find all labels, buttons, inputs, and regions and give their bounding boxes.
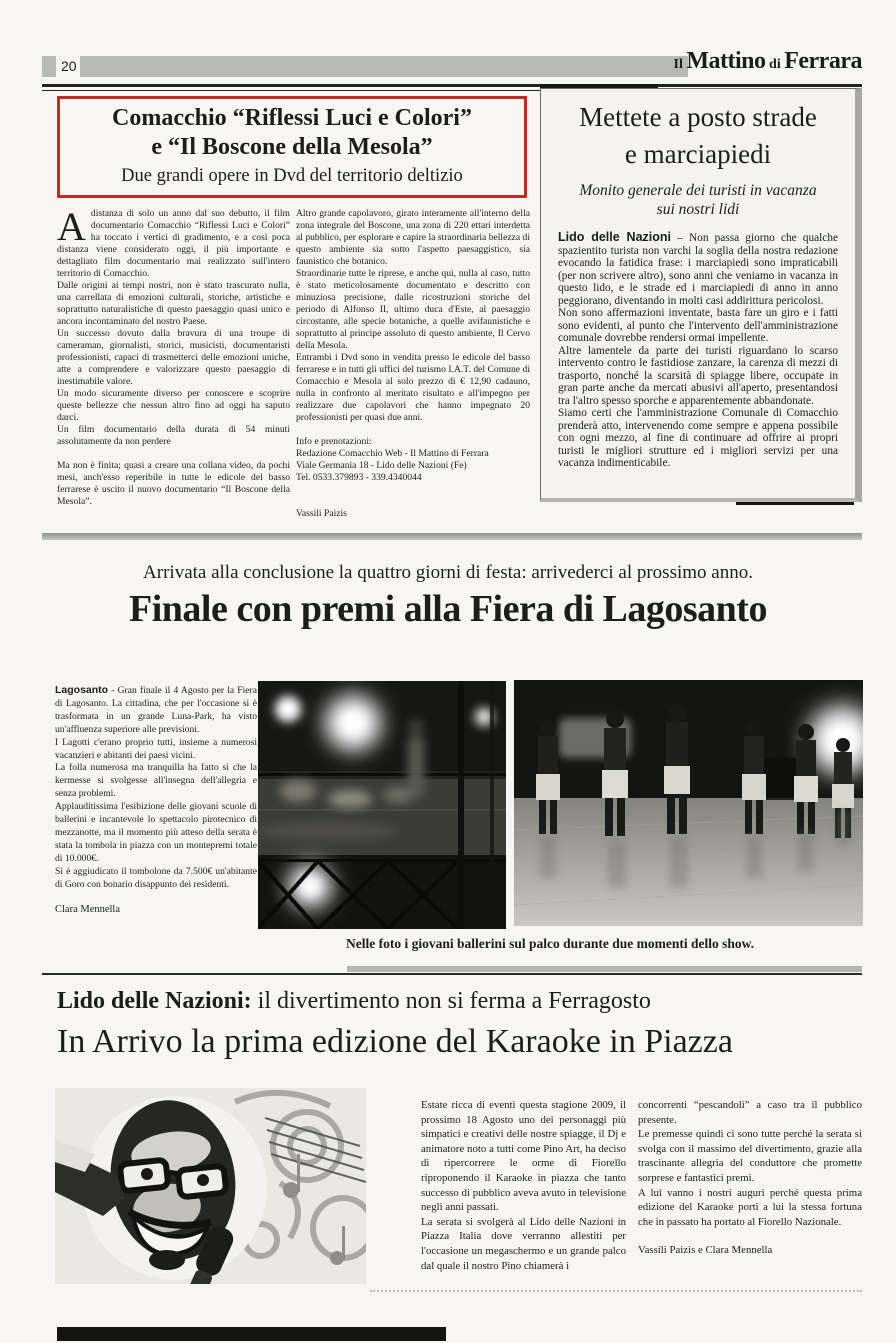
paragraph: Non sono affermazioni inventate, basta fare un giro e i fatti sono evidenti, al punto che l'intervento dell'amministrazione comunale dovrebbe rendersi ormai impellente. xyxy=(558,307,838,344)
info-line: Redazione Comacchio Web - Il Mattino di Ferrara xyxy=(296,448,489,459)
dvd-subhead: Due grandi opere in Dvd del territorio deltizio xyxy=(121,166,463,186)
page-number: 20 xyxy=(61,58,77,74)
paragraph: Le premesse quindi ci sono tutte perché la serata si svolga con il massimo del divertimento, grazie alla trascinante allegria del conduttore che promette sorprese e fantastici premi. xyxy=(638,1128,862,1184)
paragraph: La serata si svolgerà al Lido delle Nazioni in Piazza Italia dove verranno allestiti per l'occasione un megaschermo e un grande palco dal quale il nostro Pino chiamerà i xyxy=(421,1215,626,1272)
notice-subtitle-line2: sui nostri lidi xyxy=(656,201,740,218)
masthead-word: Mattino xyxy=(686,48,766,74)
paragraph: La folla numerosa ma tranquilla ha fatto sì che la kermesse si svolgesse all'insegna dell'allegria e senza problemi. xyxy=(55,762,257,800)
paragraph: I Lagotti c'erano proprio tutti, insieme a numerosi vacanzieri e abitanti dei paesi vicini. xyxy=(55,736,257,761)
paragraph: Un film documentario della durata di 54 minuti assolutamente da non perdere xyxy=(57,424,290,447)
karaoke-kicker-bold: Lido delle Nazioni: xyxy=(57,988,252,1014)
paragraph-text: distanza di solo un anno dal suo debutto, il film documentario Comacchio “Riflessi Luci e Colori” ha toccato i vertici di gradimento, e a così poca distanza viene considerato oggi, il più importante e dettagliato film documentario mai realizzato sull'intero territorio di Comacchio. xyxy=(57,208,290,279)
notice-body xyxy=(558,231,838,470)
photo-dancers-stage-right xyxy=(514,680,863,926)
dvd-headline-line1: Comacchio “Riflessi Luci e Colori” xyxy=(112,105,472,131)
notice-subtitle xyxy=(558,181,838,219)
header-rule-thick xyxy=(42,84,862,87)
masthead-word: Il xyxy=(673,57,687,72)
signature: Clara Mennella xyxy=(55,903,121,915)
paragraph: Si è aggiudicato il tombolone da 7.500€ un'abitante di Goro con bonario disappunto dei residenti. xyxy=(55,865,257,890)
karaoke-column-1 xyxy=(421,1098,626,1273)
paragraph: Estate ricca di eventi questa stagione 2009, il prossimo 18 Agosto uno dei personaggi più simpatici e creativi delle nostre spiagge, il Dj e animatore noto a tutti come Pino Art, ha deciso di ripercorrere le orme di Fiorello riproponendo il Karaoke in piazza che tanto successo di pubblico aveva avuto in televisione negli anni passati. xyxy=(421,1099,626,1214)
drop-cap: A xyxy=(57,204,86,249)
info-line: Info e prenotazioni: xyxy=(296,436,372,447)
paragraph: Dalle origini ai tempi nostri, non è stato trascurato nulla, una carrellata di emozioni culturali, storiche, artistiche e soprattutto naturalistiche di questo paesaggio quasi unico e ancora incontaminato del nostro Paese. xyxy=(57,280,290,327)
notice-subtitle-line1: Monito generale dei turisti in vacanza xyxy=(579,182,817,199)
masthead xyxy=(674,48,862,75)
signature: Vassili Paizis xyxy=(296,508,347,519)
notice-title-line2: e marciapiedi xyxy=(624,139,772,169)
paragraph: Altre lamentele da parte dei turisti riguardano lo scarso intervento contro le fastidiose zanzare, la carenza di mezzi di trasporto, nonché la scarsità di spiagge libere, occupate in gran parte anche da mercati abusivi all'aperto, presentandosi tra l'altro spesso sporche e apparentemente abbandonate. xyxy=(558,344,838,407)
paragraph xyxy=(55,684,257,737)
karaoke-artwork-dj-illustration xyxy=(55,1088,366,1284)
dvd-article-headline-box xyxy=(57,96,527,198)
paragraph xyxy=(558,231,838,307)
paragraph: Ma non è finita; quasi a creare una collana video, da pochi mesi, anch'esso reperibile in tutte le edicole del basso ferrarese è uscito il nuovo documentario “Il Boscone della Mesola”. xyxy=(57,460,290,507)
section-divider xyxy=(42,533,862,540)
karaoke-kicker xyxy=(57,988,651,1015)
fiera-kicker: Arrivata alla conclusione la quattro giorni di festa: arrivederci al prossimo anno. xyxy=(143,562,753,583)
photo-dancers-stage-left xyxy=(258,681,506,929)
info-line: Viale Germania 18 - Lido delle Nazioni (Fe) xyxy=(296,460,467,471)
paragraph: A lui vanno i nostri auguri perché questa prima edizione del Karaoke porti a lui la stessa fortuna che in passato ha portato al Fiorello Nazionale. xyxy=(638,1186,862,1228)
masthead-word: Ferrara xyxy=(784,48,862,74)
lagosanto-column xyxy=(55,684,257,916)
bottom-bar xyxy=(57,1327,446,1341)
paragraph: Siamo certi che l'amministrazione Comunale di Comacchio prenderà atto, intervenendo come sempre e appena possibile con ogni mezzo, al fine di continuare ad offrire ai propri turisti le migliori strutture ed i migliori servizi per una vacanza indimenticabile. xyxy=(558,407,838,469)
section-divider-dark xyxy=(42,973,862,975)
dateline: Lagosanto xyxy=(55,684,109,696)
karaoke-headline: In Arrivo la prima edizione del Karaoke in Piazza xyxy=(57,1023,733,1060)
dotted-divider xyxy=(370,1290,862,1292)
info-line: Tel. 0533.379893 - 339.4340044 xyxy=(296,472,422,483)
header-chip xyxy=(42,56,56,77)
section-divider-gray xyxy=(347,966,862,972)
paragraph xyxy=(57,204,290,280)
dvd-article-column-2 xyxy=(296,208,530,520)
karaoke-kicker-rest: il divertimento non si ferma a Ferragosto xyxy=(251,988,651,1014)
paragraph: Straordinarie tutte le riprese, e anche qui, nulla al caso, tutto è stato meticolosamente documentato e descritto con minuziosa precisione, dalle ricostruzioni storiche del periodo di Alfonso II, ultimo duca d'Este, al paesaggio circostante, alle specie botaniche, a quelle avifaunistiche e soprattutto al principe assoluto di questo ambiente, Il Cervo della Mesola. xyxy=(296,268,530,351)
karaoke-column-2 xyxy=(638,1098,862,1258)
paragraph: Entrambi i Dvd sono in vendita presso le edicole del basso ferrarese e in tutti gli uffici del turismo I.A.T. del Comune di Comacchio e Mesola al solo prezzo di € 12,90 cadauno, nulla in confronto al meritato risultato e all'impegno per realizzare due capolavori che hanno impegnato 20 professionisti per quasi due anni. xyxy=(296,352,530,423)
paragraph: Altro grande capolavoro, girato interamente all'interno della zona integrale del Boscone, una zona di 220 ettari interdetta al pubblico, per esplorare e capire la straordinaria bellezza di questo ambiente sia sotto l'aspetto paesaggistico, sia faunistico che botanico. xyxy=(296,208,530,267)
notice-title-line1: Mettete a posto strade xyxy=(579,102,817,132)
paragraph-text: – Non passa giorno che qualche spazientito turista non varchi la soglia della nostra redazione evocando la fatidica frase: i marciapiedi sono impraticabili (per non scrivere altro), sono anni che veniamo in vacanza in questo lido, e le strade ed i marciapiedi di anno in anno peggiorano, diventando in molti casi addirittura pericolosi. xyxy=(558,232,838,307)
photo-caption: Nelle foto i giovani ballerini sul palco durante due momenti dello show. xyxy=(345,936,755,951)
fiera-headline: Finale con premi alla Fiera di Lagosanto xyxy=(129,588,767,630)
paragraph: concorrenti “pescandoli” a caso tra il pubblico presente. xyxy=(638,1099,862,1126)
paragraph: Un successo dovuto dalla bravura di una troupe di cameraman, giornalisti, storici, musicisti, documentaristi professionisti, capaci di trasmetterci delle emozioni uniche, atte a comprendere e valorizzare questo paesaggio di inestimabile valore. xyxy=(57,328,290,387)
dvd-article-column-1 xyxy=(57,204,290,508)
paragraph-text: - Gran finale il 4 Agosto per la Fiera di Lagosanto. La cittadina, che per l'occasione si è trasformata in un grande Luna-Park, ha visto un'affluenza superiore alle previsioni. xyxy=(55,685,257,735)
paragraph: Applauditissima l'esibizione delle giovani scuole di ballerini e incantevole lo spettacolo pirotecnico di mezzanotte, ma il momento più atteso della serata è stata la tombola in piazza con un montepremi totale di 10.000€. xyxy=(55,801,257,864)
paragraph: Un modo sicuramente diverso per conoscere e scoprire queste bellezze che nessun altro fino ad oggi ha saputo darci. xyxy=(57,388,290,423)
dvd-headline-line2: e “Il Boscone della Mesola” xyxy=(151,134,433,160)
masthead-word: di xyxy=(765,57,785,72)
header-bar xyxy=(80,56,688,77)
signature: Vassili Paizis e Clara Mennella xyxy=(638,1244,773,1257)
notice-box xyxy=(540,88,862,502)
dateline: Lido delle Nazioni xyxy=(558,230,671,244)
